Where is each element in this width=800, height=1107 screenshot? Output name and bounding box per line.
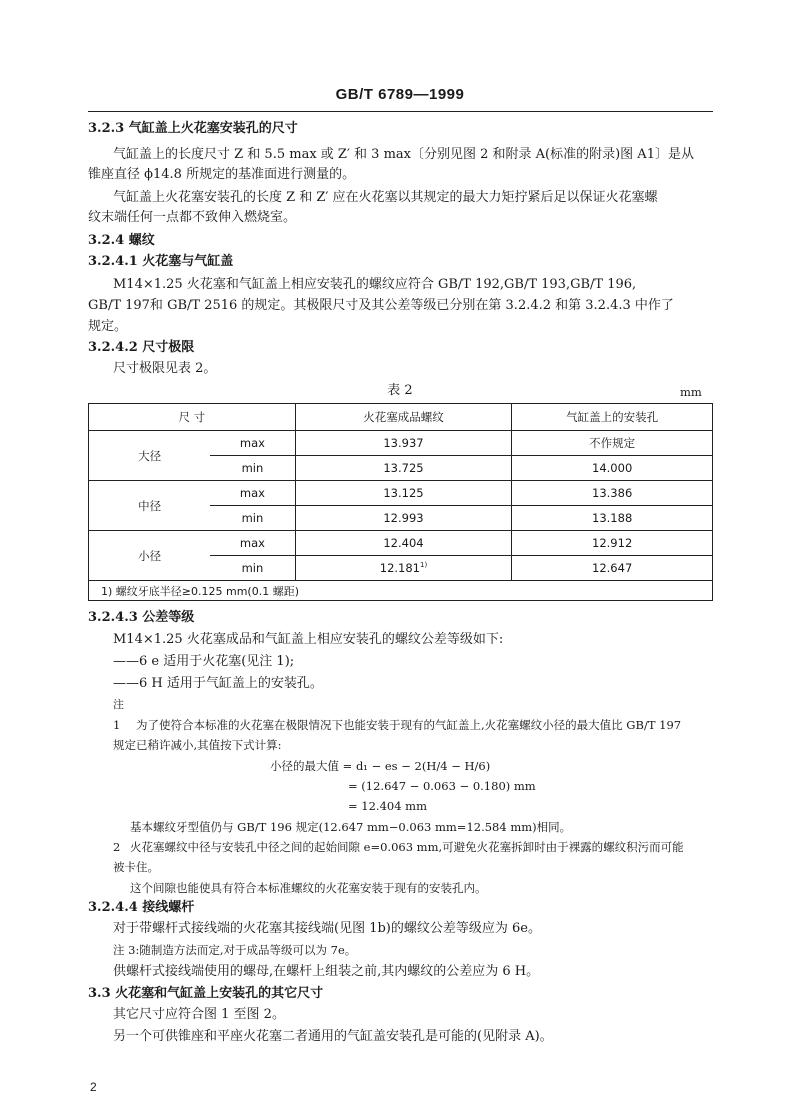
table-cell: 13.937 <box>295 431 512 456</box>
s323-p1-line2: 锥座直径 ϕ14.8 所规定的基准面进行测量的。 <box>88 167 356 182</box>
table-row <box>89 431 713 456</box>
document-header: GB/T 6789—1999 <box>335 86 465 103</box>
header-cylinder-head-hole: 气缸盖上的安装孔 <box>512 404 713 431</box>
table-cell: 13.188 <box>512 506 713 531</box>
row-label-minor-diameter: 小径 <box>89 531 211 581</box>
table-header-row <box>89 404 713 431</box>
section-3-2-4-3-heading: 3.2.4.3 公差等级 <box>88 610 195 625</box>
row-min: min <box>210 556 295 581</box>
note-2-number: 2 <box>113 840 121 854</box>
table-cell: 12.647 <box>512 556 713 581</box>
table-row <box>89 481 713 506</box>
formula-line3: = 12.404 mm <box>348 799 427 813</box>
note-3: 注 3:随制造方法而定,对于成品等级可以为 7e。 <box>113 943 357 957</box>
s3244-line2: 供螺杆式接线端使用的螺母,在螺杆上组装之前,其内螺纹的公差应为 6 H。 <box>113 964 540 979</box>
s323-p1-line1: 气缸盖上的长度尺寸 Z 和 5.5 max 或 Z′ 和 3 max〔分别见图 2 和附录 A(标准的附录)图 A1〕是从 <box>113 147 694 162</box>
s3242-line1: 尺寸极限见表 2。 <box>113 361 217 376</box>
table-cell <box>295 556 512 581</box>
section-3-3-heading: 3.3 火花塞和气缸盖上安装孔的其它尺寸 <box>88 986 324 1001</box>
note-2-line2: 被卡住。 <box>113 860 159 874</box>
section-3-2-4-1-heading: 3.2.4.1 火花塞与气缸盖 <box>88 254 234 269</box>
table-cell: 13.386 <box>512 481 713 506</box>
section-3-2-4-2-heading: 3.2.4.2 尺寸极限 <box>88 340 195 355</box>
table-cell: 不作规定 <box>512 431 713 456</box>
section-3-2-4-4-heading: 3.2.4.4 接线螺杆 <box>88 900 195 915</box>
note-1-line1: 为了使符合本标准的火花塞在极限情况下也能安装于现有的气缸盖上,火花塞螺纹小径的最大值比 GB/T 197 <box>136 718 682 732</box>
section-3-2-3-heading: 3.2.3 气缸盖上火花塞安装孔的尺寸 <box>88 121 298 136</box>
table-footnote-row <box>89 581 713 601</box>
s3241-line2: GB/T 197和 GB/T 2516 的规定。其极限尺寸及其公差等级已分别在第 3.2.4.2 和第 3.2.4.3 中作了 <box>88 298 674 313</box>
header-rule <box>88 111 713 112</box>
table-cell: 12.404 <box>295 531 512 556</box>
formula-line2: = (12.647 − 0.063 − 0.180) mm <box>348 779 536 793</box>
s3241-line1: M14×1.25 火花塞和气缸盖上相应安装孔的螺纹应符合 GB/T 192,GB/T 193,GB/T 196, <box>113 277 637 292</box>
row-max: max <box>210 481 295 506</box>
table-cell: 13.125 <box>295 481 512 506</box>
s323-p2-line1: 气缸盖上火花塞安装孔的长度 Z 和 Z′ 应在火花塞以其规定的最大力矩拧紧后足以保证火花塞螺 <box>113 190 658 205</box>
table-footnote: 1) 螺纹牙底半径≥0.125 mm(0.1 螺距) <box>89 581 713 601</box>
table-cell: 13.725 <box>295 456 512 481</box>
note-2-line1: 火花塞螺纹中径与安装孔中径之间的起始间隙 e=0.063 mm,可避免火花塞拆卸时由于裸露的螺纹积污而可能 <box>130 840 684 854</box>
footnote-marker: 1) <box>420 561 428 570</box>
table-cell: 12.993 <box>295 506 512 531</box>
table-row <box>89 531 713 556</box>
notes-label: 注 <box>113 698 124 711</box>
note-1-number: 1 <box>113 718 121 732</box>
header-dimension: 尺 寸 <box>89 404 296 431</box>
row-max: max <box>210 531 295 556</box>
s3243-line2: ——6 e 适用于火花塞(见注 1); <box>113 654 295 669</box>
table-cell: 12.912 <box>512 531 713 556</box>
row-label-pitch-diameter: 中径 <box>89 481 211 531</box>
header-spark-plug-thread: 火花塞成品螺纹 <box>295 404 512 431</box>
row-min: min <box>210 456 295 481</box>
page-number: 2 <box>90 1080 97 1094</box>
note-1-line3: 基本螺纹牙型值仍与 GB/T 196 规定(12.647 mm−0.063 mm=12.584 mm)相同。 <box>130 820 572 834</box>
s3241-line3: 规定。 <box>88 319 128 334</box>
s323-p2-line2: 纹末端任何一点都不致伸入燃烧室。 <box>88 210 297 225</box>
table-cell: 14.000 <box>512 456 713 481</box>
row-label-major-diameter: 大径 <box>89 431 211 481</box>
s3244-line1: 对于带螺杆式接线端的火花塞其接线端(见图 1b)的螺纹公差等级应为 6e。 <box>113 921 541 936</box>
row-min: min <box>210 506 295 531</box>
s3243-line3: ——6 H 适用于气缸盖上的安装孔。 <box>113 676 323 691</box>
table-unit: mm <box>680 385 702 399</box>
table-title: 表 2 <box>387 383 413 398</box>
row-max: max <box>210 431 295 456</box>
section-3-2-4-heading: 3.2.4 螺纹 <box>88 233 155 248</box>
formula-line1: 小径的最大值 = d₁ − es − 2(H/4 − H/6) <box>270 759 491 773</box>
note-1-line2: 规定已稍许减小,其值按下式计算: <box>113 738 282 752</box>
s33-line2: 另一个可供锥座和平座火花塞二者通用的气缸盖安装孔是可能的(见附录 A)。 <box>113 1029 553 1044</box>
dimension-limits-table <box>88 403 713 601</box>
s33-line1: 其它尺寸应符合图 1 至图 2。 <box>113 1007 285 1022</box>
note-2-line3: 这个间隙也能使具有符合本标准螺纹的火花塞安装于现有的安装孔内。 <box>130 881 487 895</box>
cell-value: 12.181 <box>379 561 420 575</box>
s3243-line1: M14×1.25 火花塞成品和气缸盖上相应安装孔的螺纹公差等级如下: <box>113 632 504 647</box>
